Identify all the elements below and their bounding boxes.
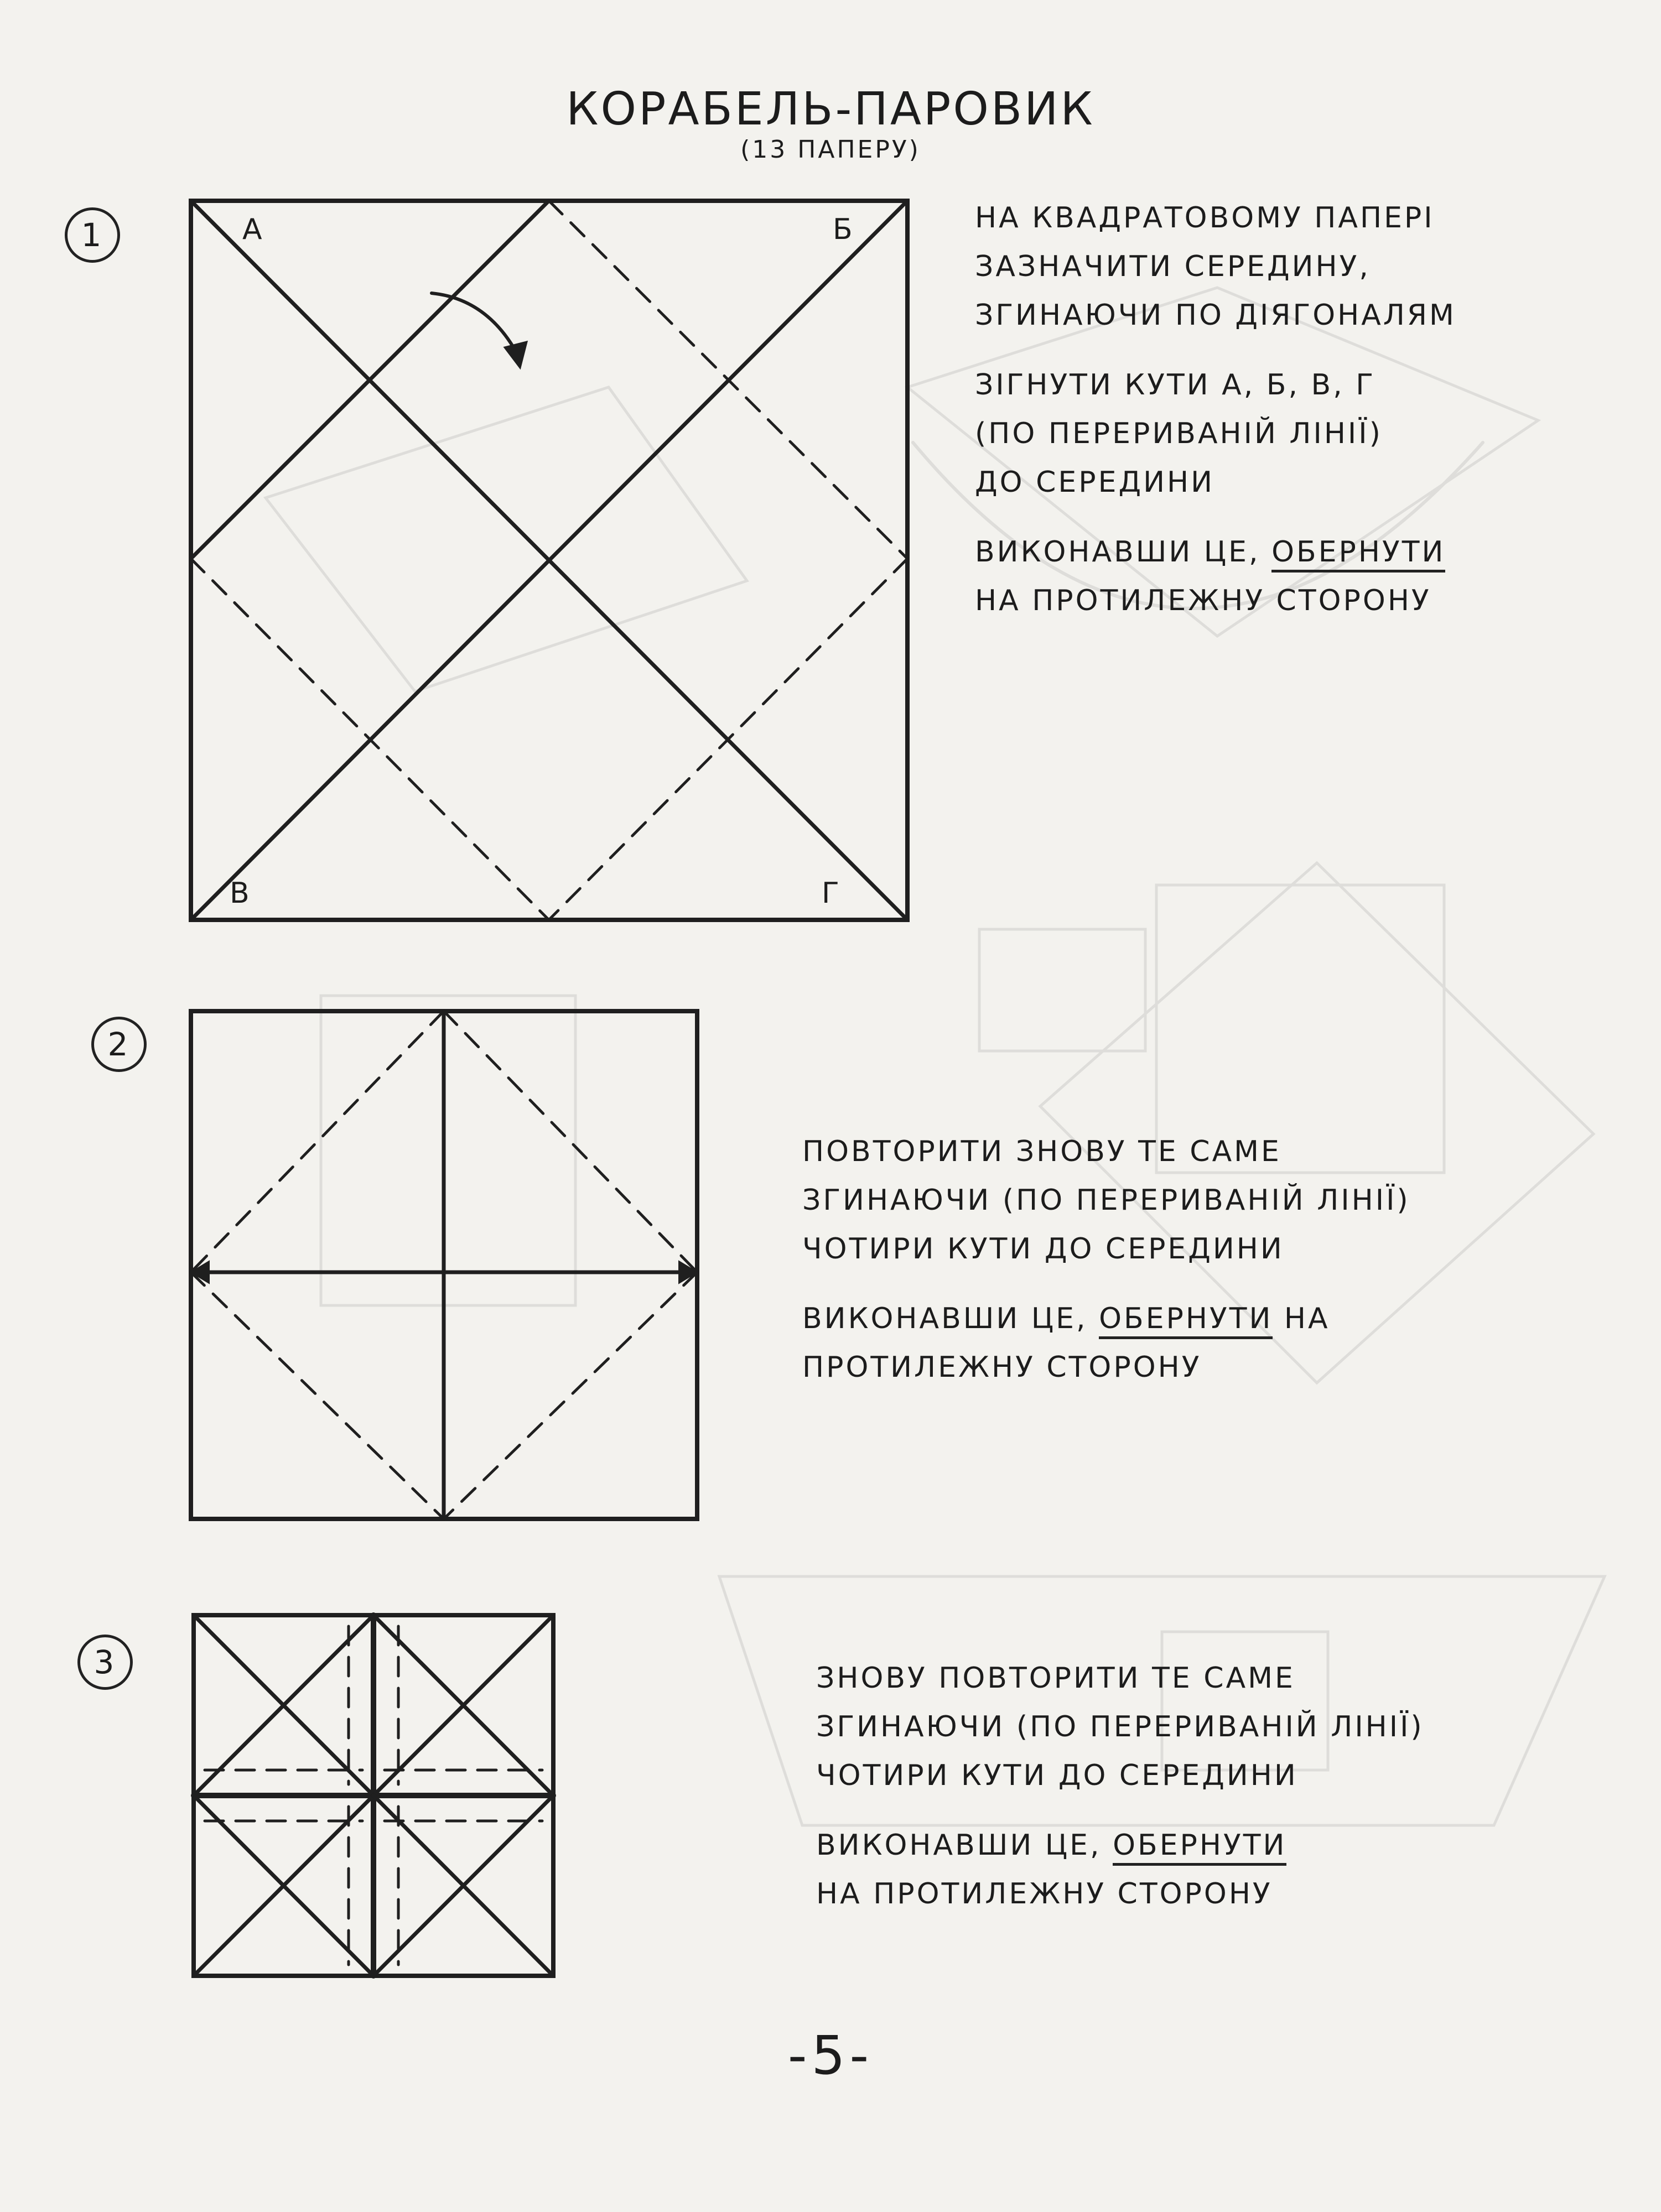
corner-label-a: А — [242, 213, 264, 246]
step-2-number: 2 — [91, 1017, 147, 1072]
page-number: -5- — [787, 2024, 874, 2086]
instruction-line: ЧОТИРИ КУТИ ДО СЕРЕДИНИ — [802, 1232, 1284, 1266]
page-title: КОРАБЕЛЬ-ПАРОВИК — [566, 83, 1095, 136]
final-prefix: ВИКОНАВШИ ЦЕ, — [975, 535, 1260, 569]
step-3-instructions — [816, 1654, 1424, 1918]
corner-label-b: Б — [833, 213, 855, 246]
instruction-final-line — [816, 1821, 1424, 1870]
corner-label-g: Г — [822, 877, 842, 910]
final-suffix: НА — [1284, 1302, 1330, 1335]
instruction-line: ЗАЗНАЧИТИ СЕРЕДИНУ, — [975, 250, 1371, 283]
underlined-word: ОБЕРНУТИ — [1271, 535, 1445, 572]
instruction-line: ЗНОВУ ПОВТОРИТИ ТЕ САМЕ — [816, 1662, 1295, 1695]
step-1-number: 1 — [65, 207, 120, 263]
instruction-line: ПОВТОРИТИ ЗНОВУ ТЕ САМЕ — [802, 1135, 1281, 1168]
instruction-line: ЧОТИРИ КУТИ ДО СЕРЕДИНИ — [816, 1759, 1298, 1792]
underlined-word: ОБЕРНУТИ — [1099, 1302, 1273, 1339]
step-3-number: 3 — [77, 1635, 133, 1690]
final-prefix: ВИКОНАВШИ ЦЕ, — [802, 1302, 1088, 1335]
instruction-line: ЗГИНАЮЧИ ПО ДІЯГОНАЛЯМ — [975, 299, 1456, 332]
instruction-line: ЗГИНАЮЧИ (ПО ПЕРЕРИВАНІЙ ЛІНІЇ) — [802, 1184, 1410, 1217]
instruction-line: (ПО ПЕРЕРИВАНІЙ ЛІНІЇ) — [975, 417, 1383, 450]
instruction-line: НА ПРОТИЛЕЖНУ СТОРОНУ — [816, 1877, 1273, 1911]
instruction-line: ЗІГНУТИ КУТИ А, Б, В, Г — [975, 368, 1375, 402]
final-prefix: ВИКОНАВШИ ЦЕ, — [816, 1829, 1102, 1862]
instruction-line: ПРОТИЛЕЖНУ СТОРОНУ — [802, 1351, 1202, 1384]
instruction-line: ДО СЕРЕДИНИ — [975, 466, 1214, 499]
corner-label-v: В — [230, 877, 252, 910]
underlined-word: ОБЕРНУТИ — [1113, 1829, 1286, 1866]
instruction-line: НА ПРОТИЛЕЖНУ СТОРОНУ — [975, 584, 1431, 617]
instruction-line: НА КВАДРАТОВОМУ ПАПЕРІ — [975, 201, 1435, 235]
instruction-line: ЗГИНАЮЧИ (ПО ПЕРЕРИВАНІЙ ЛІНІЇ) — [816, 1710, 1424, 1743]
page-subtitle: (13 ПАПЕРУ) — [740, 136, 921, 164]
